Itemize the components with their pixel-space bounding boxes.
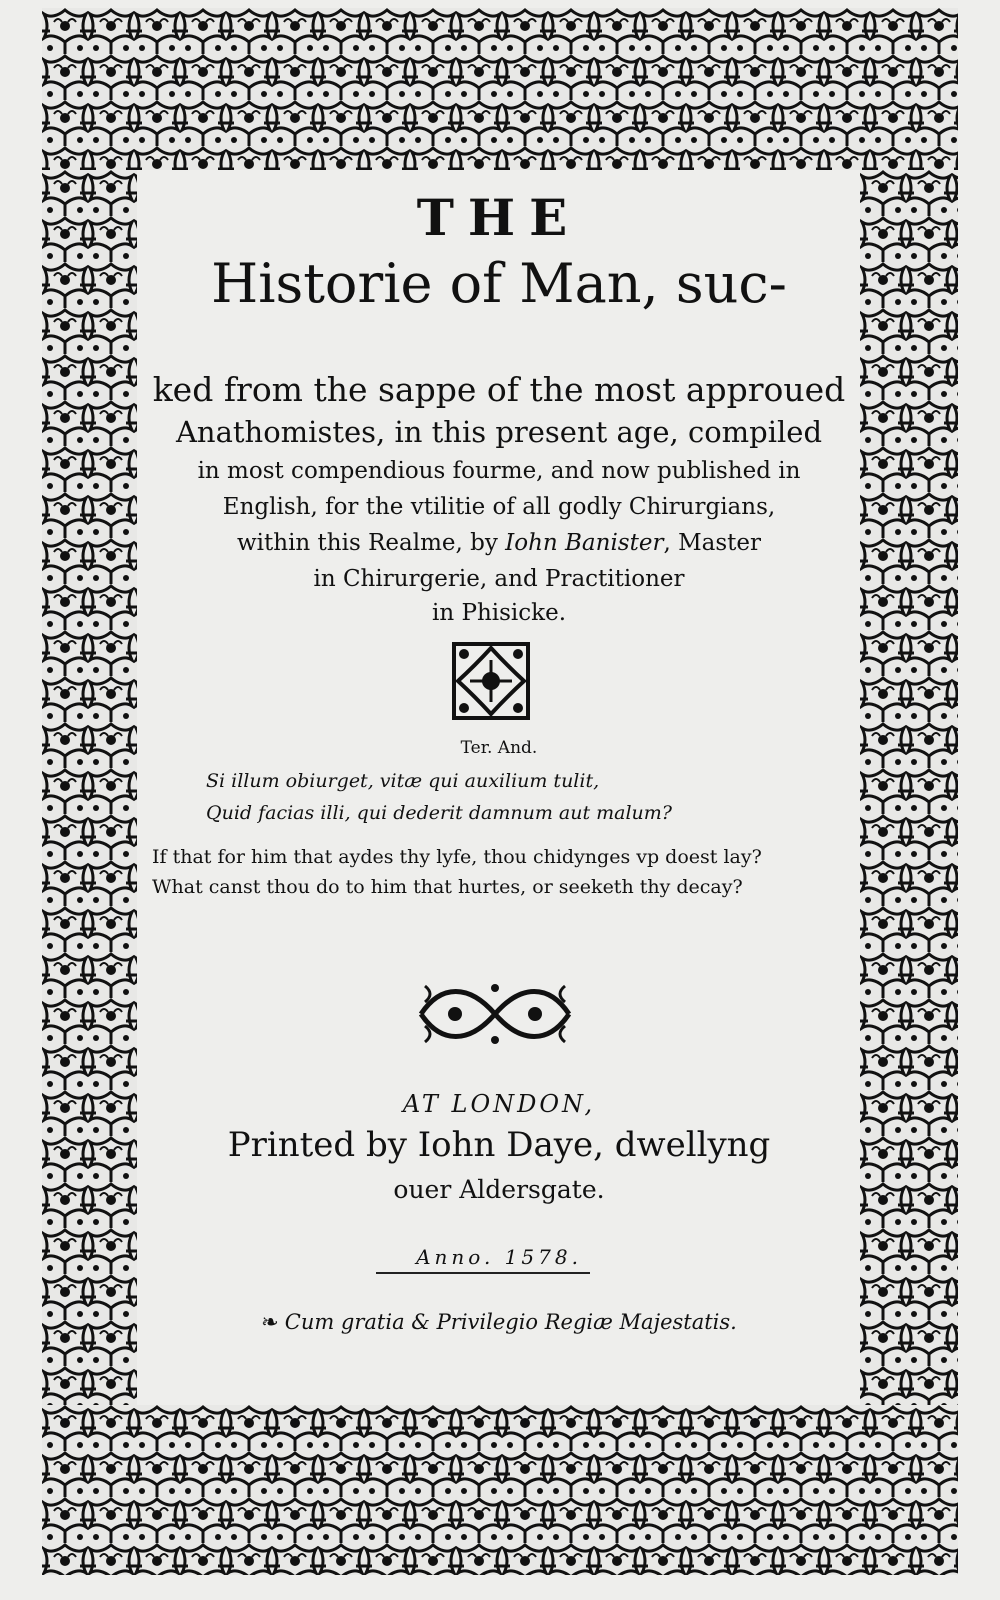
english-verse-2: What canst thou do to him that hurtes, or seeketh thy decay? [152,876,743,898]
latin-verse-1: Si illum obiurget, vitæ qui auxilium tulit, [206,770,600,792]
imprint-printer: Printed by Iohn Daye, dwellyng [227,1125,771,1165]
scroll-ornament-icon [415,978,575,1050]
privilege-text: Cum gratia & Privilegio Regiæ Majestatis. [284,1310,737,1334]
title-line-6 [140,530,858,556]
epigraph-source: Ter. And. [460,738,538,758]
title-line-2: ked from the sappe of the most approued [152,370,846,409]
title-block [140,170,858,1405]
fleuron-ornament-icon [450,640,532,722]
title-line-4: in most compendious fourme, and now published in [197,458,801,484]
ornamental-border-top [42,8,958,170]
latin-verse-2: Quid facias illi, qui dederit damnum aut malum? [206,802,672,824]
title-line-3: Anathomistes, in this present age, compiled [175,415,823,449]
fleuron-icon: ❧ [261,1310,279,1334]
imprint-year: Anno. 1578. [416,1245,582,1269]
ornamental-border-bottom [42,1405,958,1575]
title-line-6-start: within this Realme, by [236,530,506,556]
title-the: THE [416,188,582,247]
english-verse-1: If that for him that aydes thy lyfe, thou chidynges vp doest lay? [152,846,762,868]
author-name: Iohn Banister [505,530,664,556]
main-title: Historie of Man, suc- [211,252,787,315]
privilege-line [140,1310,858,1334]
imprint-address: ouer Aldersgate. [393,1175,605,1204]
title-line-5: English, for the vtilitie of all godly Chirurgians, [222,494,776,520]
ornamental-border-left [42,170,137,1405]
title-line-8: in Phisicke. [431,600,567,626]
title-line-7: in Chirurgerie, and Practitioner [313,566,685,592]
title-line-6-end: , Master [663,530,762,556]
ornamental-border-right [860,170,958,1405]
imprint-place: AT LONDON, [402,1090,596,1118]
year-rule [376,1272,590,1274]
